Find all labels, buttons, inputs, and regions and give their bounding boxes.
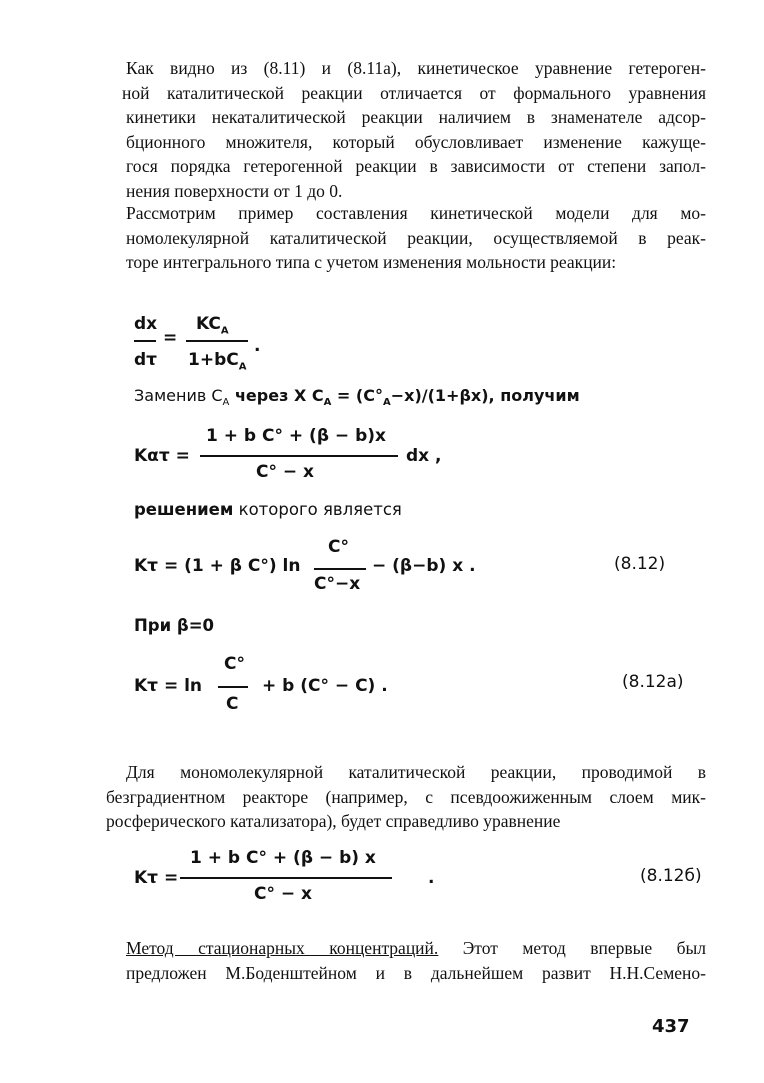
eq4-denominator: C [226, 694, 239, 714]
eq1-rhs-numerator: KC [196, 314, 221, 334]
text-solution: решением которого является [134, 500, 402, 519]
equation-label: (8.12) [614, 554, 666, 574]
text-line: нения поверхности от 1 до 0. [126, 180, 343, 201]
eq1-rhs-denominator: 1+bC [188, 350, 239, 370]
eq4-tail: + b (C° − C) . [262, 676, 388, 696]
paragraph-gradientless [106, 760, 706, 834]
eq1-equals: = [163, 328, 178, 348]
text-line: Для мономолекулярной каталитической реакции, проводимой в [126, 762, 706, 782]
text-line: кинетики некаталитической реакции наличием в знаменателе адсор- [126, 107, 706, 128]
eq1-lhs-numerator: dx [134, 314, 158, 334]
eq3-numerator: C° [328, 537, 349, 557]
eq1-lhs-denominator: dτ [134, 350, 158, 370]
section-heading: Метод стационарных концентраций. [126, 938, 439, 958]
paragraph-stationary [126, 936, 706, 985]
eq2-numerator: 1 + b C° + (β − b)x [206, 426, 386, 446]
text-substitution: Заменив $C_A$ через X $C_A = (C^\circ_A-x)/(1+\beta x)$, получим [134, 386, 580, 409]
eq5-denominator: C° − x [254, 884, 313, 904]
text-line: бционного множителя, который обусловливает изменение кажуще- [126, 131, 706, 152]
text-line: предложен М.Боденштейном и в дальнейшем развит Н.Н.Семено- [126, 962, 706, 983]
text-line: Рассмотрим пример составления кинетической модели для мо- [126, 203, 706, 223]
eq2-denominator: C° − x [256, 462, 315, 482]
eq3-tail: − (β−b) x . [372, 556, 476, 576]
equation-label: (8.12б) [640, 866, 702, 886]
paragraph-intro [122, 56, 706, 204]
text-line: росферического катализатора), будет справедливо уравнение [106, 811, 561, 832]
eq5-lhs: Kτ = [134, 868, 179, 888]
eq2-lhs: Kατ = [134, 446, 190, 466]
eq4-numerator: C° [224, 654, 245, 674]
text-line: безградиентном реакторе (например, с псевдоожиженным слоем мик- [106, 786, 706, 807]
text-line: ной каталитической реакции отличается от формального уравнения [122, 82, 706, 103]
page-number: 437 [652, 1016, 690, 1037]
text-line: Как видно из (8.11) и (8.11а), кинетическое уравнение гетероген- [126, 58, 706, 78]
text-line: торе интегрального типа с учетом изменения мольности реакции: [126, 252, 617, 273]
text-line: Метод стационарных концентраций. Этот метод впервые был [126, 938, 707, 958]
eq2-tail: dx , [406, 446, 442, 466]
text-line: гося порядка гетерогенной реакции в зависимости от степени запол- [126, 156, 706, 177]
eq3-denominator: C°−x [314, 574, 361, 594]
eq3-lhs: Kτ = (1 + β C°) ln [134, 556, 301, 576]
text-line: номолекулярной каталитической реакции, осуществляемой в реак- [126, 227, 706, 248]
paragraph-example [126, 201, 706, 275]
eq4-lhs: Kτ = ln [134, 676, 203, 696]
text-beta-zero: При β=0 [134, 616, 215, 635]
equation-label: (8.12а) [622, 672, 684, 692]
eq5-numerator: 1 + b C° + (β − b) x [190, 848, 376, 868]
